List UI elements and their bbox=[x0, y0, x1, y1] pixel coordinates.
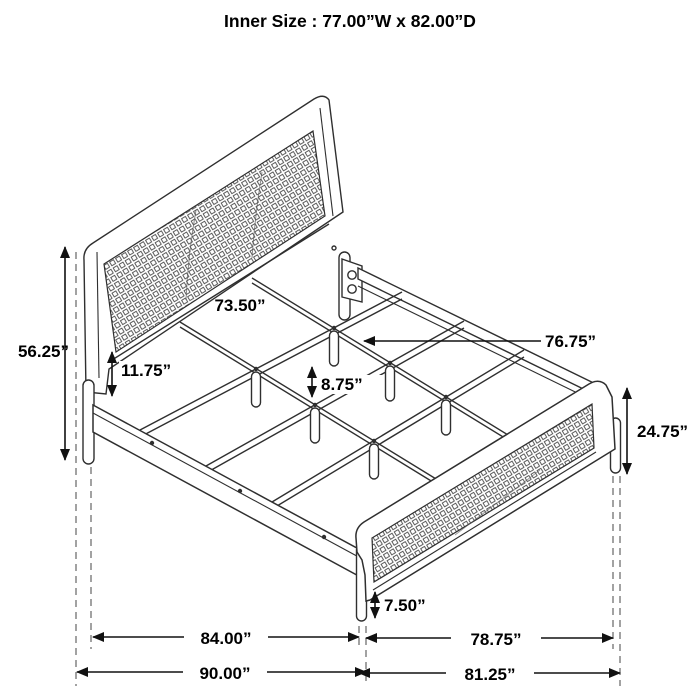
footboard-cane-panel bbox=[372, 404, 594, 582]
rail-bracket bbox=[342, 259, 362, 302]
dim-label-slat-leg-height: 8.75” bbox=[321, 375, 363, 394]
support-leg bbox=[311, 408, 320, 443]
dim-label-footboard-height: 24.75” bbox=[637, 422, 689, 441]
screw bbox=[332, 246, 336, 250]
dim-label-headboard-width: 73.50” bbox=[214, 296, 266, 315]
support-leg bbox=[386, 366, 395, 401]
support-leg bbox=[330, 331, 339, 366]
footboard bbox=[356, 381, 621, 621]
diagram-title: Inner Size : 77.00”W x 82.00”D bbox=[224, 11, 476, 31]
front-side-rail bbox=[93, 405, 366, 580]
dim-label-inner-length: 84.00” bbox=[200, 629, 252, 648]
dim-label-overall-length: 90.00” bbox=[199, 664, 251, 683]
dim-label-headboard-height: 56.25” bbox=[17, 342, 69, 361]
support-leg bbox=[442, 400, 451, 435]
front-rail-band bbox=[93, 405, 366, 580]
bracket-hole bbox=[348, 285, 356, 293]
slat-support-legs bbox=[252, 326, 451, 479]
dim-label-inner-width: 78.75” bbox=[470, 630, 522, 649]
dim-label-overall-width: 81.25” bbox=[464, 665, 516, 684]
dim-label-slat-rail-length: 76.75” bbox=[545, 332, 597, 351]
bracket-hole bbox=[348, 271, 356, 279]
dim-label-footboard-clearance: 7.50” bbox=[384, 596, 426, 615]
support-leg bbox=[370, 444, 379, 479]
bed-drawing bbox=[83, 96, 621, 621]
dim-label-headboard-rail-clearance: 11.75” bbox=[121, 361, 172, 380]
support-leg bbox=[252, 372, 261, 407]
